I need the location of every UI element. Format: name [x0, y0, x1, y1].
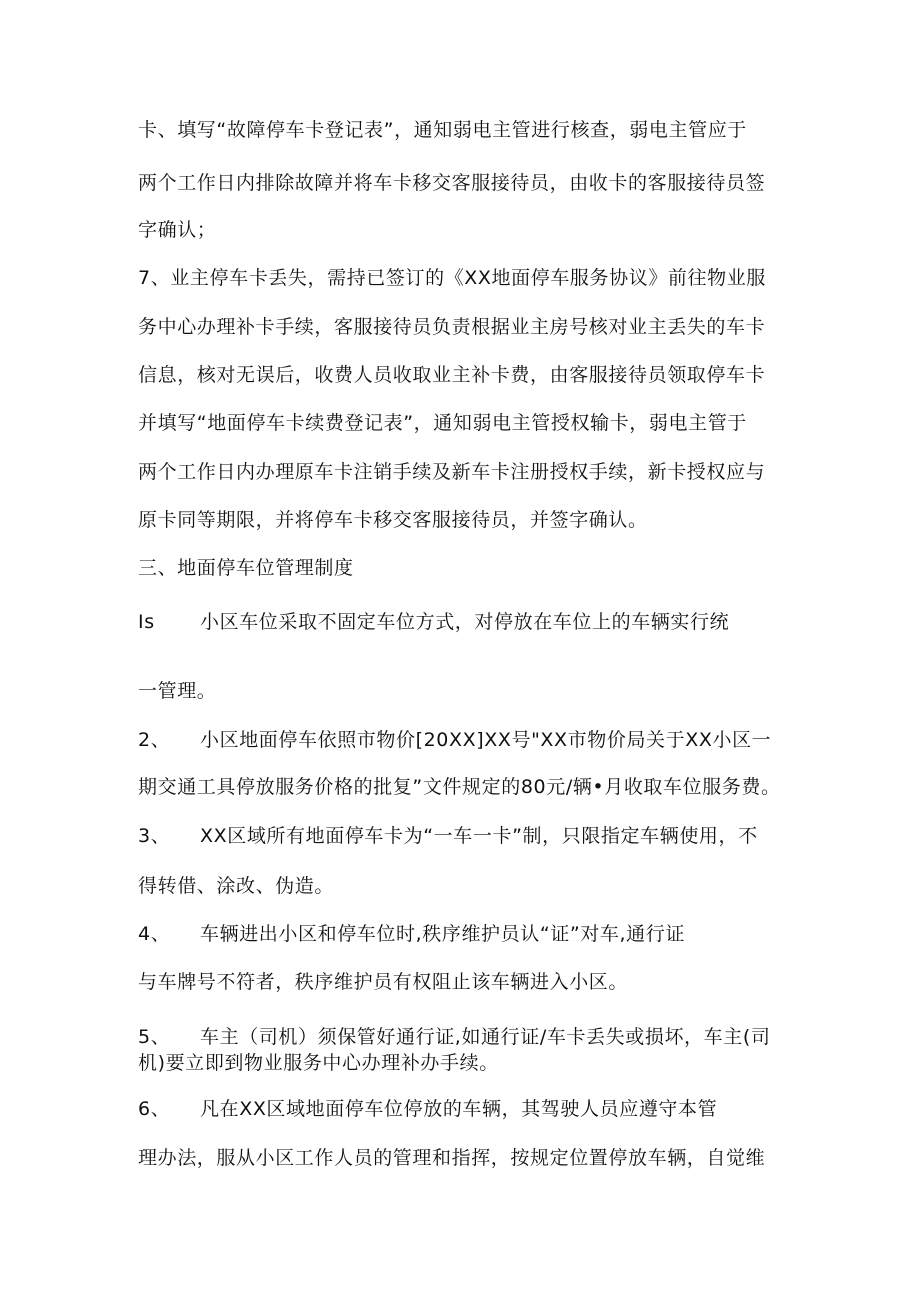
- paragraph-line: 信息，核对无误后，收费人员收取业主补卡费，由客服接待员领取停车卡: [138, 364, 766, 386]
- paragraph-line: 原卡同等期限，并将停车卡移交客服接待员，并签字确认。: [138, 509, 648, 531]
- list-item-continuation: 期交通工具停放服务价格的批复”文件规定的80元/辆•月收取车位服务费。: [138, 776, 781, 798]
- list-item-text: 车辆进出小区和停车位时,秩序维护员认“证”对车,通行证: [200, 923, 685, 945]
- list-item-text: 小区车位采取不固定车位方式，对停放在车位上的车辆实行统: [200, 611, 730, 633]
- paragraph-line: 7、业主停车卡丢失，需持已签订的《XX地面停车服务协议》前往物业服: [138, 267, 766, 289]
- section-heading: 三、地面停车位管理制度: [138, 557, 354, 579]
- list-item-text: 车主（司机）须保管好通行证,如通行证/车卡丢失或损坏，车主(司: [200, 1026, 771, 1048]
- list-item-text: 小区地面停车依照市物价[20XX]XX号"XX市物价局关于XX小区一: [200, 729, 772, 751]
- list-item-continuation: 与车牌号不符者，秩序维护员有权阻止该车辆进入小区。: [138, 971, 629, 993]
- list-item-text: XX区域所有地面停车卡为“一车一卡”制，只限指定车辆使用，不: [200, 825, 758, 847]
- paragraph-line: 并填写“地面停车卡续费登记表”，通知弱电主管授权输卡，弱电主管于: [138, 412, 747, 434]
- paragraph-line: 两个工作日内办理原车卡注销手续及新车卡注册授权手续，新卡授权应与: [138, 461, 766, 483]
- list-item-number: 5、: [138, 1026, 171, 1048]
- paragraph-line: 务中心办理补卡手续，客服接待员负责根据业主房号核对业主丢失的车卡: [138, 316, 766, 338]
- list-item-continuation: 一管理。: [138, 680, 217, 702]
- list-item: [138, 824, 788, 848]
- list-item: [138, 922, 788, 946]
- list-item-number: 6、: [138, 1098, 171, 1120]
- list-item: [138, 728, 788, 752]
- list-item-number: Is: [138, 611, 155, 633]
- list-item-continuation: 机)要立即到物业服务中心办理补办手续。: [138, 1052, 499, 1074]
- list-item-continuation: 理办法，服从小区工作人员的管理和指挥，按规定位置停放车辆，自觉维: [138, 1147, 766, 1169]
- list-item-continuation: 得转借、涂改、伪造。: [138, 875, 335, 897]
- list-item-text: 凡在XX区域地面停车位停放的车辆，其驾驶人员应遵守本管: [200, 1098, 718, 1120]
- list-item: [138, 1025, 788, 1049]
- list-item: [138, 610, 788, 634]
- list-item-number: 2、: [138, 729, 171, 751]
- paragraph-line: 字确认；: [138, 219, 217, 241]
- list-item-number: 3、: [138, 825, 171, 847]
- paragraph-line: 卡、填写“故障停车卡登记表”，通知弱电主管进行核查，弱电主管应于: [138, 119, 747, 141]
- list-item-number: 4、: [138, 923, 171, 945]
- list-item: [138, 1097, 788, 1121]
- paragraph-line: 两个工作日内排除故障并将车卡移交客服接待员，由收卡的客服接待员签: [138, 172, 766, 194]
